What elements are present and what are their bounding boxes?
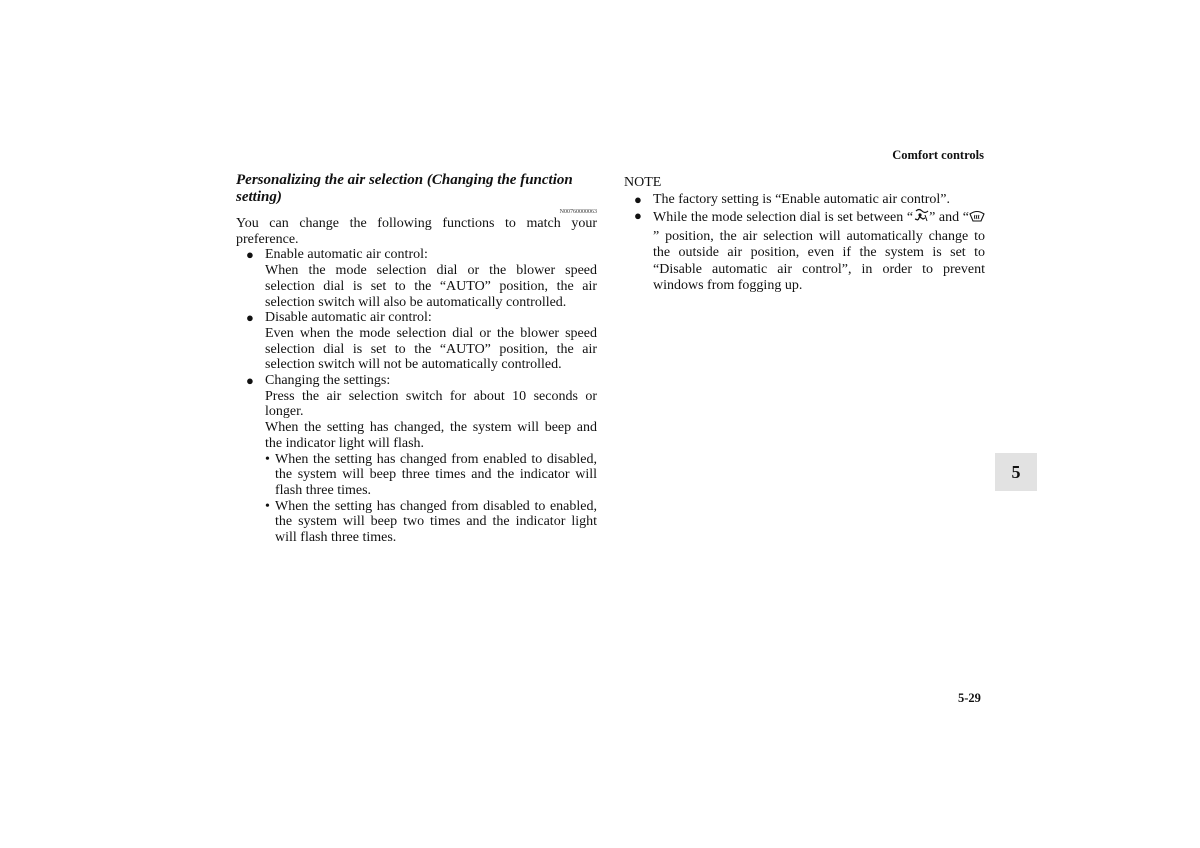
left-column — [236, 172, 597, 546]
item-text: Press the air selection switch for about 10 seconds or longer. — [265, 388, 597, 420]
reference-code: N00760000063 — [559, 209, 597, 215]
sub-bullet-icon: • — [265, 451, 270, 467]
foot-defrost-mode-icon — [913, 208, 929, 229]
bullet-icon: ● — [246, 373, 254, 389]
note-item — [624, 192, 985, 209]
bullet-icon: ● — [246, 247, 254, 263]
item-label: Enable automatic air control: — [265, 247, 428, 263]
bullet-icon: ● — [634, 191, 642, 207]
list-item — [236, 247, 597, 310]
section-title: Personalizing the air selection (Changing the function setting) — [236, 172, 573, 205]
bullet-icon: ● — [634, 208, 642, 223]
list-item — [236, 373, 597, 546]
note-text-part: ” position, the air selection will automatically change to the outside air position, even if the system is set to “Disable automatic air control”, in order to prevent windows from fogging up. — [653, 228, 985, 293]
intro-text: You can change the following functions to match your preference. — [236, 216, 597, 247]
sub-item-text: When the setting has changed from enabled to disabled, the system will beep three times and the indicator will flash three times. — [275, 451, 597, 498]
sub-list-item — [265, 499, 597, 546]
item-label: Changing the settings: — [265, 373, 391, 389]
section-header: Comfort controls — [892, 148, 984, 162]
sub-list-item — [265, 452, 597, 499]
page-number: 5-29 — [958, 691, 981, 705]
item-text: When the setting has changed, the system will beep and the indicator light will flash. — [265, 420, 597, 451]
item-text: Even when the mode selection dial or the blower speed selection dial is set to the “AUTO” position, the air selection switch will not be automatically controlled. — [265, 325, 597, 373]
windshield-defrost-icon — [969, 210, 985, 229]
sub-bullet-icon: • — [265, 498, 270, 514]
list-item — [236, 310, 597, 373]
bullet-icon: ● — [246, 310, 254, 326]
right-column — [624, 175, 985, 295]
note-text-part: ” and “ — [929, 210, 969, 225]
note-label: NOTE — [624, 175, 662, 190]
chapter-tab: 5 — [995, 453, 1037, 491]
note-text-part: While the mode selection dial is set between “ — [653, 210, 914, 225]
note-item — [624, 208, 985, 295]
item-label: Disable automatic air control: — [265, 310, 432, 326]
sub-item-text: When the setting has changed from disabled to enabled, the system will beep two times and the indicator light will flash three times. — [275, 498, 597, 546]
note-text: The factory setting is “Enable automatic air control”. — [653, 191, 950, 207]
item-text: When the mode selection dial or the blower speed selection dial is set to the “AUTO” position, the air selection switch will also be automatically controlled. — [265, 263, 597, 310]
